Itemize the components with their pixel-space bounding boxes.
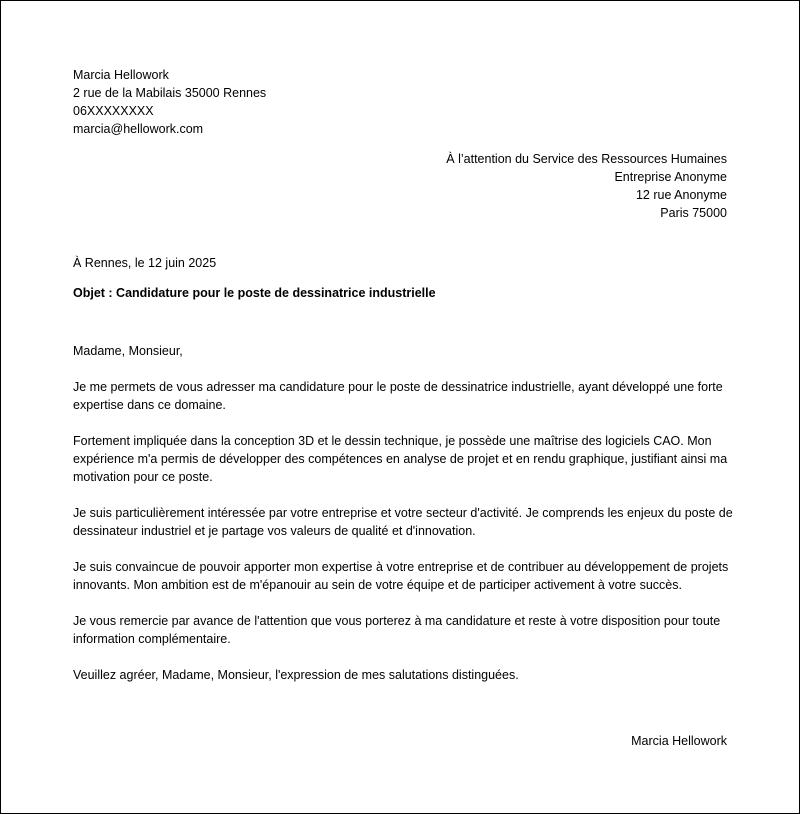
body-paragraph: Je suis particulièrement intéressée par votre entreprise et votre secteur d'activité. Je comprends les enjeux du poste de dessinateur industriel et je partage vos valeurs de qualité et d'innovation. <box>73 506 733 538</box>
closing-paragraph: Veuillez agréer, Madame, Monsieur, l'expression de mes salutations distinguées. <box>73 668 519 682</box>
body-paragraph: Je suis convaincue de pouvoir apporter mon expertise à votre entreprise et de contribuer au développement de projets innovants. Mon ambition est de m'épanouir au sein de votre équipe et de participer activement à votre succès. <box>73 560 729 592</box>
date-line: À Rennes, le 12 juin 2025 <box>73 256 217 270</box>
signature: Marcia Hellowork <box>631 734 727 748</box>
recipient-attention: À l’attention du Service des Ressources Humaines <box>446 152 727 166</box>
sender-name: Marcia Hellowork <box>73 68 169 82</box>
recipient-street: 12 rue Anonyme <box>635 188 727 202</box>
body-paragraph: Je me permets de vous adresser ma candidature pour le poste de dessinatrice industrielle, ayant développé une forte expertise dans ce domaine. <box>73 380 723 412</box>
recipient-city: Paris 75000 <box>660 206 727 220</box>
body-paragraph: Fortement impliquée dans la conception 3D et le dessin technique, je possède une maîtrise des logiciels CAO. Mon expérience m'a permis de développer des compétences en analyse de projet et en rendu graphique, justifiant ainsi ma motivation pour ce poste. <box>73 434 728 484</box>
letter-body <box>73 342 733 702</box>
sender-phone: 06XXXXXXXX <box>73 104 154 118</box>
sender-email: marcia@hellowork.com <box>73 122 204 136</box>
sender-address: 2 rue de la Mabilais 35000 Rennes <box>73 86 267 100</box>
greeting: Madame, Monsieur, <box>73 344 183 358</box>
recipient-company: Entreprise Anonyme <box>614 170 727 184</box>
recipient-block <box>446 150 727 222</box>
subject-line: Objet : Candidature pour le poste de dessinatrice industrielle <box>73 286 436 300</box>
sender-block <box>73 66 266 138</box>
body-paragraph: Je vous remercie par avance de l'attention que vous porterez à ma candidature et reste à votre disposition pour toute information complémentaire. <box>73 614 721 646</box>
